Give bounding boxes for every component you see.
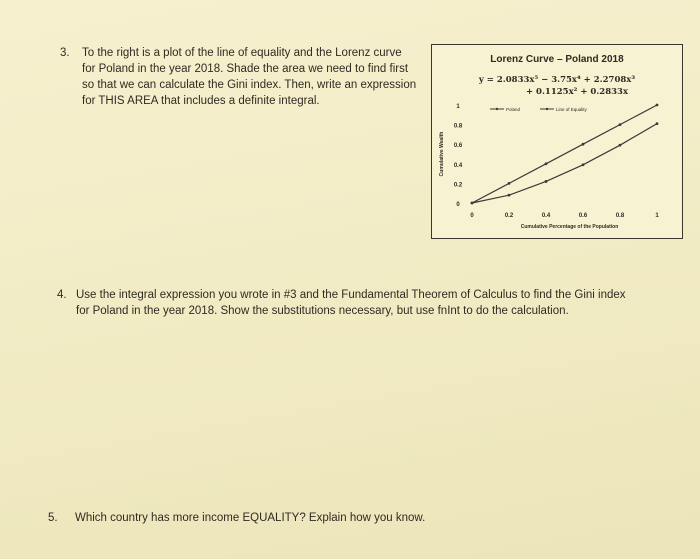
x-tick-label: 0 [470,213,474,219]
legend-marker [546,108,548,110]
y-tick-label: 0.2 [453,182,463,189]
series-point [582,143,585,146]
chart-equation-line-2: + 0.1125x² + 0.2833x [525,87,629,97]
series-line-poland [472,124,657,203]
legend-label: Line of Equality [556,107,587,112]
chart-equation-line-1: y = 2.0833x⁵ − 3.75x⁴ + 2.2708x³ [478,75,636,85]
x-tick-label: 0.8 [615,213,625,219]
x-axis-label: Cumulative Percentage of the Population [520,224,619,230]
y-axis-label: Cumulative Wealth [439,131,445,177]
question-3-number: 3. [60,47,70,59]
y-tick-label: 0.8 [453,123,463,130]
series-point [656,122,659,125]
legend-marker [496,108,498,110]
series-point [619,123,622,126]
question-4-text [76,287,656,319]
question-5-line: Which country has more income EQUALITY? Explain how you know. [75,512,426,524]
series-point [471,202,474,205]
question-3-line: for Poland in the year 2018. Shade the area we need to find first [82,63,409,75]
question-4-line: for Poland in the year 2018. Show the substitutions necessary, but use fnInt to do the calculation. [76,305,569,317]
y-tick-label: 1 [456,104,460,110]
question-4-line: Use the integral expression you wrote in #3 and the Fundamental Theorem of Calculus to find the Gini index [76,289,626,301]
question-5-text [75,510,495,526]
y-tick-label: 0 [456,202,460,208]
chart-title: Lorenz Curve – Poland 2018 [490,54,624,65]
question-3-line: so that we can calculate the Gini index. Then, write an expression [82,79,417,91]
chart-plot [432,45,682,238]
legend-label: Poland [506,107,521,112]
lorenz-chart [431,44,683,239]
series-point [508,182,511,185]
x-tick-label: 0.4 [541,213,551,219]
y-tick-label: 0.4 [453,162,463,169]
question-3-line: To the right is a plot of the line of equality and the Lorenz curve [82,47,402,59]
series-point [545,180,548,183]
x-tick-label: 1 [655,213,659,219]
question-3-text [82,45,427,109]
x-tick-label: 0.6 [578,213,588,219]
series-point [656,104,659,107]
series-point [582,163,585,166]
question-4-number: 4. [57,289,67,301]
series-line-equality [472,105,657,203]
question-3-line: for THIS AREA that includes a definite integral. [82,95,320,107]
x-tick-label: 0.2 [504,213,514,219]
series-point [619,144,622,147]
y-tick-label: 0.6 [453,143,463,150]
series-point [508,194,511,197]
series-point [545,162,548,165]
question-5-number: 5. [48,512,58,524]
